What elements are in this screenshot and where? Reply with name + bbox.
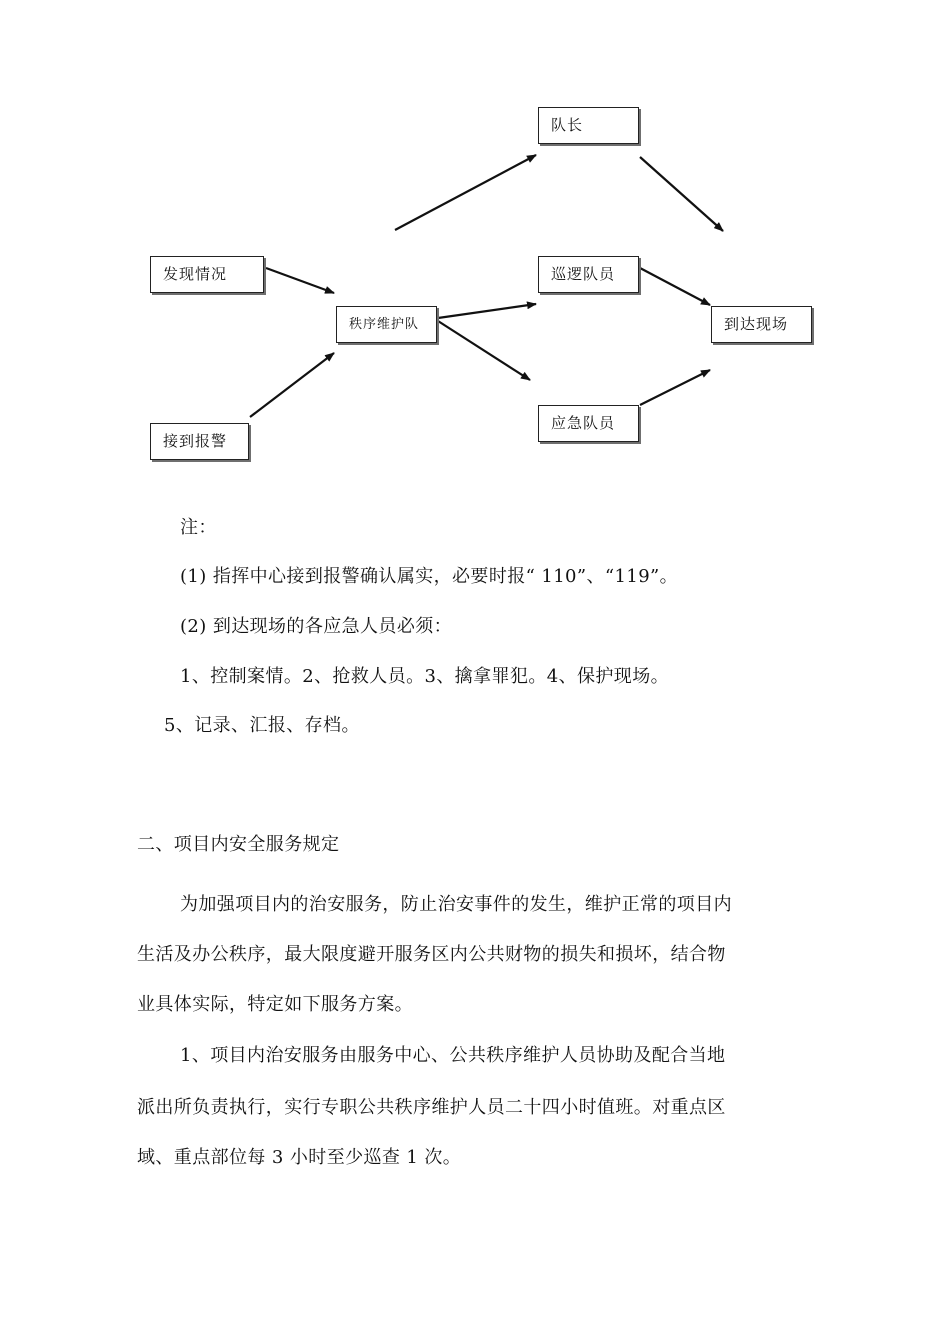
node-patrol: 巡逻队员 [538, 256, 639, 293]
paragraph-1-line-3: 业具体实际，特定如下服务方案。 [137, 994, 413, 1015]
node-captain: 队长 [538, 107, 639, 144]
paragraph-1-line-2: 生活及办公秩序，最大限度避开服务区内公共财物的损失和损坏，结合物 [137, 944, 726, 965]
node-order-team: 秩序维护队 [336, 306, 437, 343]
node-arrive: 到达现场 [711, 306, 812, 343]
note-item-2: (2) 到达现场的各应急人员必须： [180, 616, 453, 637]
paragraph-2-line-3: 域、重点部位每 3 小时至少巡查 1 次。 [137, 1147, 462, 1168]
arrow-to-captain [395, 155, 536, 230]
arrow-discover-to-order-team [266, 268, 334, 293]
arrow-alarm-to-order-team [250, 353, 334, 417]
note-steps-line-1: 1、控制案情。2、抢救人员。3、擒拿罪犯。4、保护现场。 [180, 666, 670, 687]
note-steps-line-2: 5、记录、汇报、存档。 [164, 715, 360, 736]
arrow-emergency-to-arrive [640, 370, 710, 405]
arrow-order-team-to-emergency [438, 321, 530, 380]
note-item-1: (1) 指挥中心接到报警确认属实，必要时报“ 110”、“119”。 [180, 566, 679, 587]
paragraph-2-line-1: 1、项目内治安服务由服务中心、公共秩序维护人员协助及配合当地 [180, 1045, 726, 1066]
arrow-captain-to-arrive [640, 157, 723, 231]
node-emergency: 应急队员 [538, 405, 639, 442]
paragraph-1-line-1: 为加强项目内的治安服务，防止治安事件的发生，维护正常的项目内 [180, 894, 732, 915]
node-receive-alarm: 接到报警 [150, 423, 249, 460]
paragraph-2-line-2: 派出所负责执行，实行专职公共秩序维护人员二十四小时值班。对重点区 [137, 1097, 726, 1118]
arrow-order-team-to-patrol [438, 304, 536, 318]
notes-heading: 注： [180, 517, 217, 538]
arrow-patrol-to-arrive [640, 268, 710, 305]
node-discover: 发现情况 [150, 256, 264, 293]
section-title: 二、项目内安全服务规定 [137, 834, 340, 855]
flowchart-arrows [0, 0, 950, 500]
